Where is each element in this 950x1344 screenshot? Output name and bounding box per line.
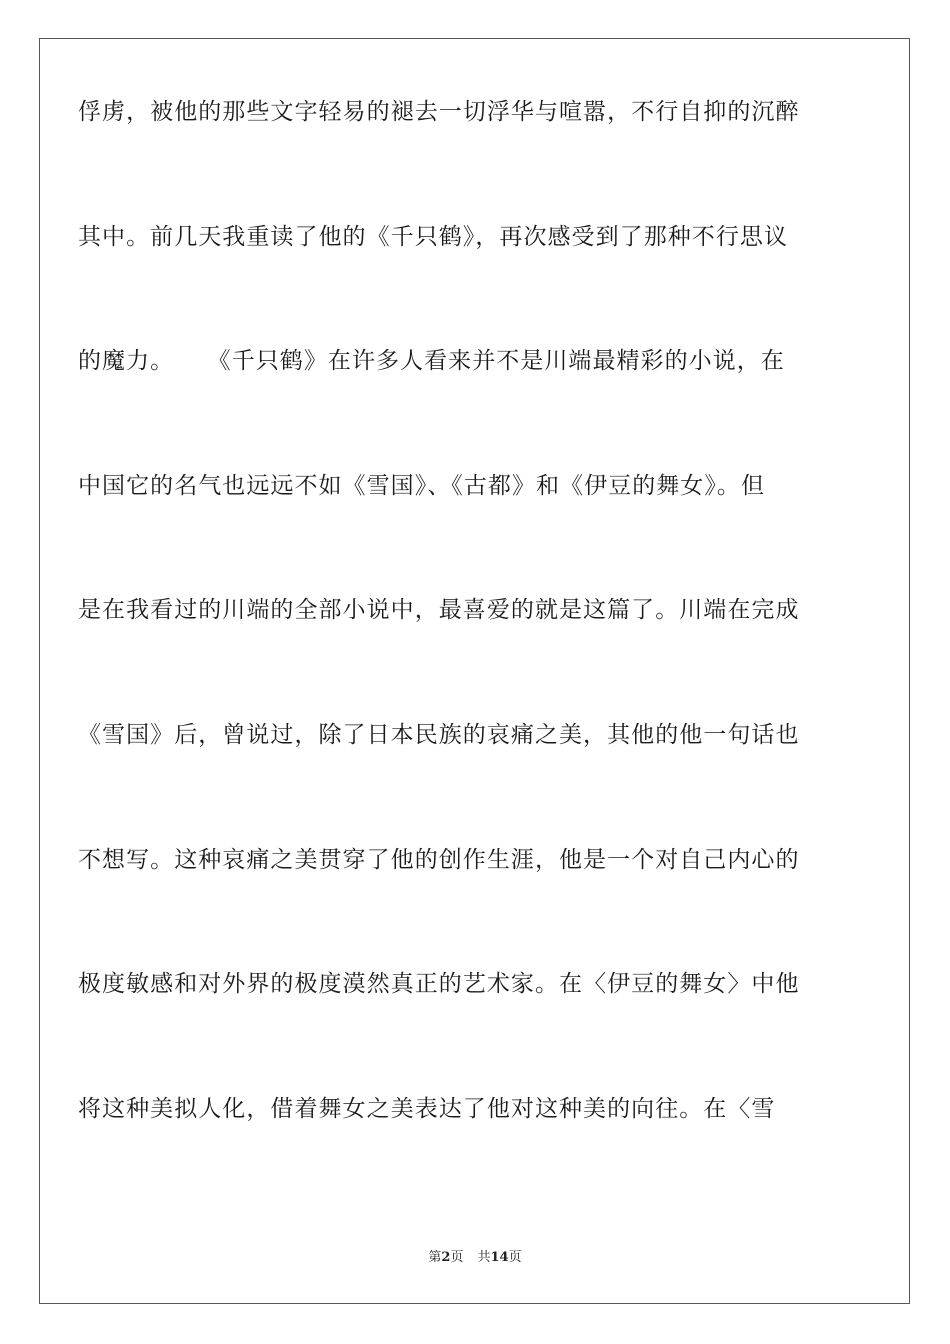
body-line-5: 是在我看过的川端的全部小说中，最喜爱的就是这篇了。川端在完成 xyxy=(78,597,800,624)
body-line-2: 其中。前几天我重读了他的《千只鹤》，再次感受到了那种不行思议 xyxy=(78,223,788,250)
body-line-9: 将这种美拟人化，借着舞女之美表达了他对这种美的向往。在〈雪 xyxy=(78,1095,776,1122)
document-body xyxy=(78,98,874,1219)
body-line-7: 不想写。这种哀痛之美贯穿了他的创作生涯，他是一个对自己内心的 xyxy=(78,846,800,873)
page-label-suffix: 页 xyxy=(450,1250,464,1265)
body-line-4: 中国它的名气也远远不如《雪国》、《古都》和《伊豆的舞女》。但 xyxy=(78,472,765,499)
page-number: 2 xyxy=(441,1250,451,1265)
page-footer xyxy=(0,1246,950,1265)
total-label-prefix: 共 xyxy=(477,1250,491,1265)
body-line-6: 《雪国》后，曾说过，除了日本民族的哀痛之美，其他的他一句话也 xyxy=(78,721,800,748)
body-line-3: 的魔力。 《千只鹤》在许多人看来并不是川端最精彩的小说，在 xyxy=(78,348,785,375)
total-pages: 14 xyxy=(490,1250,509,1265)
body-line-8: 极度敏感和对外界的极度漠然真正的艺术家。在〈伊豆的舞女〉中他 xyxy=(78,971,800,998)
page-label-prefix: 第 xyxy=(428,1250,442,1265)
body-line-1: 俘虏，被他的那些文字轻易的褪去一切浮华与喧嚣，不行自抑的沉醉 xyxy=(78,99,800,125)
total-label-suffix: 页 xyxy=(508,1250,522,1265)
